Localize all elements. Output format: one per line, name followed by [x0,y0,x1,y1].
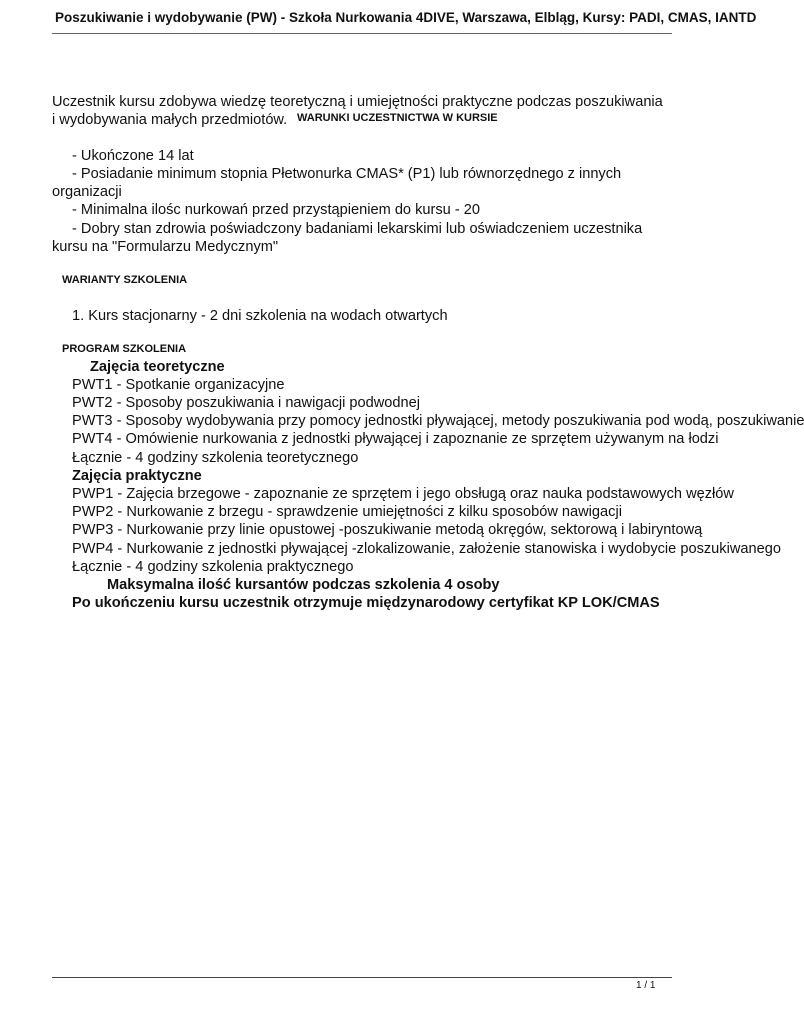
practice-item: PWP4 - Nurkowanie z jednostki pływającej -zlokalizowanie, założenie stanowiska i wydobycie poszukiwanego [72,541,781,557]
certificate-note: Po ukończeniu kursu uczestnik otrzymuje międzynarodowy certyfikat KP LOK/CMAS [72,595,660,611]
intro-line-2: i wydobywania małych przedmiotów. [52,112,288,128]
theory-total: Łącznie - 4 godziny szkolenia teoretycznego [72,450,359,466]
requirement-item-continued: kursu na "Formularzu Medycznym" [52,239,279,255]
requirement-item-continued: organizacji [52,184,122,200]
theory-heading: Zajęcia teoretyczne [90,359,225,375]
practice-total: Łącznie - 4 godziny szkolenia praktycznego [72,559,354,575]
max-participants-note: Maksymalna ilość kursantów podczas szkolenia 4 osoby [107,577,500,593]
practice-heading: Zajęcia praktyczne [72,468,202,484]
requirement-item: - Minimalna ilośc nurkowań przed przystąpieniem do kursu - 20 [72,202,480,218]
program-heading: PROGRAM SZKOLENIA [62,343,187,355]
requirements-heading: WARUNKI UCZESTNICTWA W KURSIE [297,112,498,124]
practice-item: PWP1 - Zajęcia brzegowe - zapoznanie ze sprzętem i jego obsługą oraz nauka podstawowych węzłów [72,486,734,502]
header-divider [52,33,672,34]
footer-divider [52,977,672,978]
page-header-title: Poszukiwanie i wydobywanie (PW) - Szkoła Nurkowania 4DIVE, Warszawa, Elbląg, Kursy: PADI, CMAS, IANTD [55,10,757,25]
page-number: 1 / 1 [636,980,656,991]
theory-item: PWT4 - Omówienie nurkowania z jednostki pływającej i zapoznanie ze sprzętem używanym na łodzi [72,431,719,447]
theory-item: PWT2 - Sposoby poszukiwania i nawigacji podwodnej [72,395,420,411]
requirement-item: - Posiadanie minimum stopnia Płetwonurka CMAS* (P1) lub równorzędnego z innych [72,166,622,182]
theory-item: PWT3 - Sposoby wydobywania przy pomocy jednostki pływającej, metody poszukiwania pod wodą, poszukiwanie [72,413,804,429]
intro-line-1: Uczestnik kursu zdobywa wiedzę teoretyczną i umiejętności praktyczne podczas poszukiwania [52,94,663,110]
practice-item: PWP2 - Nurkowanie z brzegu - sprawdzenie umiejętności z kilku sposobów nawigacji [72,504,622,520]
practice-item: PWP3 - Nurkowanie przy linie opustowej -poszukiwanie metodą okręgów, sektorową i labiryntową [72,522,703,538]
variant-item: 1. Kurs stacjonarny - 2 dni szkolenia na wodach otwartych [72,308,448,324]
requirement-item: - Dobry stan zdrowia poświadczony badaniami lekarskimi lub oświadczeniem uczestnika [72,221,643,237]
requirement-item: - Ukończone 14 lat [72,148,194,164]
theory-item: PWT1 - Spotkanie organizacyjne [72,377,285,393]
variants-heading: WARIANTY SZKOLENIA [62,274,188,286]
